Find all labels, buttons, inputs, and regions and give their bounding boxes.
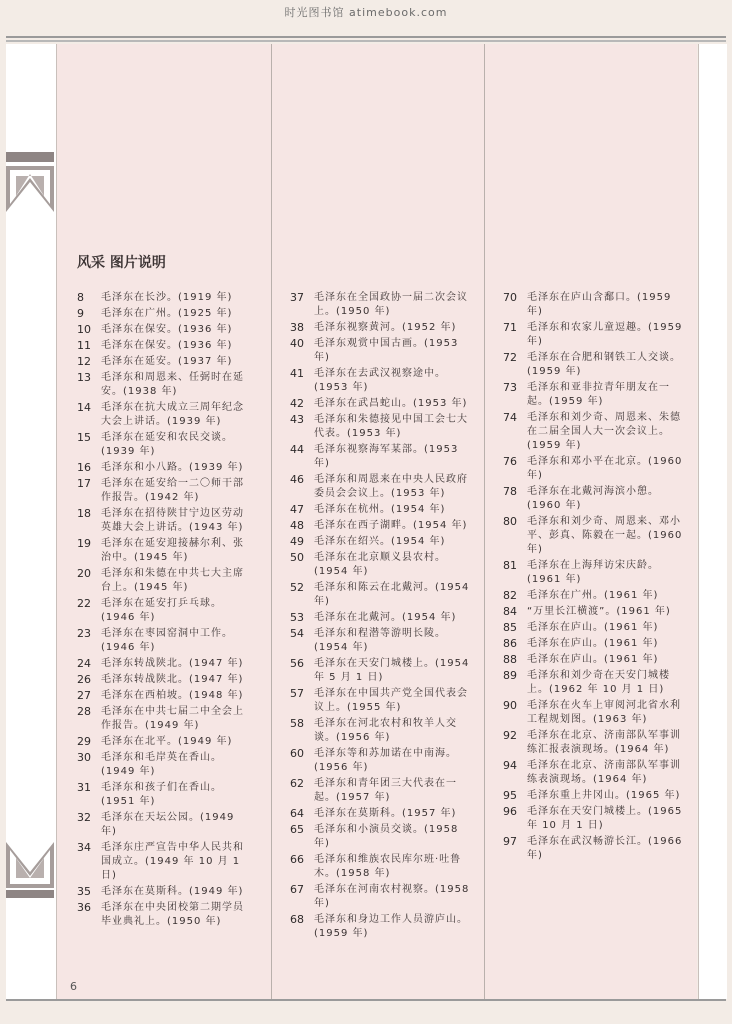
list-item: 32 毛泽东在天坛公园。(1949 年) bbox=[77, 811, 235, 837]
list-item: 30 毛泽东和毛岸英在香山。(1949 年) bbox=[77, 751, 222, 777]
list-item: 20 毛泽东和朱德在中共七大主席台上。(1945 年) bbox=[77, 567, 244, 593]
list-item: 10 毛泽东在保安。(1936 年) bbox=[77, 323, 233, 336]
section-heading: 风采 图片说明 bbox=[77, 255, 166, 271]
list-item: 26 毛泽东转战陕北。(1947 年) bbox=[77, 673, 244, 686]
list-item: 34 毛泽东庄严宣告中华人民共和国成立。(1949 年 10 月 1 日) bbox=[77, 841, 244, 881]
list-item: 49 毛泽东在绍兴。(1954 年) bbox=[290, 535, 446, 548]
list-item: 40 毛泽东观赏中国古画。(1953 年) bbox=[290, 337, 459, 363]
list-item: 96 毛泽东在天安门城楼上。(1965 年 10 月 1 日) bbox=[503, 805, 683, 831]
caption-column-3 bbox=[503, 291, 685, 865]
list-item: 64 毛泽东在莫斯科。(1957 年) bbox=[290, 807, 457, 820]
list-item: 35 毛泽东在莫斯科。(1949 年) bbox=[77, 885, 244, 898]
list-item: 12 毛泽东在延安。(1937 年) bbox=[77, 355, 233, 368]
list-item: 74 毛泽东和刘少奇、周恩来、朱德在二届全国人大一次会议上。(1959 年) bbox=[503, 411, 681, 451]
list-item: 67 毛泽东在河南农村视察。(1958 年) bbox=[290, 883, 470, 909]
list-item: 9 毛泽东在广州。(1925 年) bbox=[77, 307, 233, 320]
list-item: 52 毛泽东和陈云在北戴河。(1954 年) bbox=[290, 581, 470, 607]
list-item: 22 毛泽东在延安打乒乓球。(1946 年) bbox=[77, 597, 222, 623]
list-item: 41 毛泽东在去武汉视察途中。(1953 年) bbox=[290, 367, 446, 393]
list-item: 60 毛泽东等和苏加诺在中南海。(1956 年) bbox=[290, 747, 457, 773]
list-item: 18 毛泽东在招待陕甘宁边区劳动英雄大会上讲话。(1943 年) bbox=[77, 507, 244, 533]
list-item: 82 毛泽东在广州。(1961 年) bbox=[503, 589, 659, 602]
list-item: 16 毛泽东和小八路。(1939 年) bbox=[77, 461, 244, 474]
list-item: 29 毛泽东在北平。(1949 年) bbox=[77, 735, 233, 748]
column-divider bbox=[484, 44, 485, 999]
list-item: 31 毛泽东和孩子们在香山。(1951 年) bbox=[77, 781, 222, 807]
list-item: 92 毛泽东在北京、济南部队军事训练汇报表演现场。(1964 年) bbox=[503, 729, 681, 755]
watermark: 时光图书馆 atimebook.com bbox=[284, 6, 448, 19]
list-item: 86 毛泽东在庐山。(1961 年) bbox=[503, 637, 659, 650]
list-item: 47 毛泽东在杭州。(1954 年) bbox=[290, 503, 446, 516]
list-item: 65 毛泽东和小演员交谈。(1958 年) bbox=[290, 823, 459, 849]
list-item: 13 毛泽东和周恩来、任弼时在延安。(1938 年) bbox=[77, 371, 244, 397]
list-item: 37 毛泽东在全国政协一届二次会议上。(1950 年) bbox=[290, 291, 468, 317]
list-item: 36 毛泽东在中央团校第二期学员毕业典礼上。(1950 年) bbox=[77, 901, 244, 927]
list-item: 46 毛泽东和周恩来在中央人民政府委员会会议上。(1953 年) bbox=[290, 473, 468, 499]
list-item: 72 毛泽东在合肥和钢铁工人交谈。(1959 年) bbox=[503, 351, 681, 377]
list-item: 17 毛泽东在延安给一二〇师干部作报告。(1942 年) bbox=[77, 477, 244, 503]
list-item: 70 毛泽东在庐山含鄱口。(1959 年) bbox=[503, 291, 672, 317]
top-rule-secondary bbox=[6, 40, 726, 42]
column-divider bbox=[271, 44, 272, 999]
list-item: 68 毛泽东和身边工作人员游庐山。(1959 年) bbox=[290, 913, 468, 939]
list-item: 38 毛泽东视察黄河。(1952 年) bbox=[290, 321, 457, 334]
caption-column-1 bbox=[77, 291, 247, 931]
list-item: 43 毛泽东和朱德接见中国工会七大代表。(1953 年) bbox=[290, 413, 468, 439]
list-item: 27 毛泽东在西柏坡。(1948 年) bbox=[77, 689, 244, 702]
list-item: 19 毛泽东在延安迎接赫尔利、张治中。(1945 年) bbox=[77, 537, 244, 563]
list-item: 48 毛泽东在西子湖畔。(1954 年) bbox=[290, 519, 468, 532]
list-item: 24 毛泽东转战陕北。(1947 年) bbox=[77, 657, 244, 670]
list-item: 84 “万里长江横渡”。(1961 年) bbox=[503, 605, 671, 618]
list-item: 73 毛泽东和亚非拉青年朋友在一起。(1959 年) bbox=[503, 381, 670, 407]
list-item: 53 毛泽东在北戴河。(1954 年) bbox=[290, 611, 457, 624]
chevron-down-icon bbox=[6, 842, 54, 898]
list-item: 95 毛泽东重上井冈山。(1965 年) bbox=[503, 789, 681, 802]
chevron-up-icon bbox=[6, 152, 54, 212]
list-item: 88 毛泽东在庐山。(1961 年) bbox=[503, 653, 659, 666]
list-item: 14 毛泽东在抗大成立三周年纪念大会上讲话。(1939 年) bbox=[77, 401, 244, 427]
list-item: 28 毛泽东在中共七届二中全会上作报告。(1949 年) bbox=[77, 705, 244, 731]
list-item: 90 毛泽东在火车上审阅河北省水利工程规划图。(1963 年) bbox=[503, 699, 681, 725]
page-number: 6 bbox=[70, 980, 77, 993]
list-item: 23 毛泽东在枣园窑洞中工作。(1946 年) bbox=[77, 627, 233, 653]
list-item: 81 毛泽东在上海拜访宋庆龄。(1961 年) bbox=[503, 559, 659, 585]
list-item: 71 毛泽东和农家儿童逗趣。(1959 年) bbox=[503, 321, 683, 347]
list-item: 78 毛泽东在北戴河海滨小憩。(1960 年) bbox=[503, 485, 659, 511]
list-item: 8 毛泽东在长沙。(1919 年) bbox=[77, 291, 233, 304]
top-rule bbox=[6, 36, 726, 38]
list-item: 66 毛泽东和维族农民库尔班·吐鲁木。(1958 年) bbox=[290, 853, 462, 879]
list-item: 56 毛泽东在天安门城楼上。(1954 年 5 月 1 日) bbox=[290, 657, 470, 683]
bottom-rule bbox=[6, 999, 726, 1001]
list-item: 57 毛泽东在中国共产党全国代表会议上。(1955 年) bbox=[290, 687, 468, 713]
caption-column-2 bbox=[290, 291, 470, 943]
list-item: 11 毛泽东在保安。(1936 年) bbox=[77, 339, 233, 352]
right-margin-band bbox=[698, 44, 727, 999]
list-item: 50 毛泽东在北京顺义县农村。(1954 年) bbox=[290, 551, 446, 577]
list-item: 42 毛泽东在武昌蛇山。(1953 年) bbox=[290, 397, 468, 410]
list-item: 80 毛泽东和刘少奇、周恩来、邓小平、彭真、陈毅在一起。(1960 年) bbox=[503, 515, 683, 555]
list-item: 62 毛泽东和青年团三大代表在一起。(1957 年) bbox=[290, 777, 457, 803]
list-item: 58 毛泽东在河北农村和牧羊人交谈。(1956 年) bbox=[290, 717, 457, 743]
list-item: 85 毛泽东在庐山。(1961 年) bbox=[503, 621, 659, 634]
list-item: 54 毛泽东和程潜等游明长陵。(1954 年) bbox=[290, 627, 446, 653]
list-item: 94 毛泽东在北京、济南部队军事训练表演现场。(1964 年) bbox=[503, 759, 681, 785]
list-item: 44 毛泽东视察海军某部。(1953 年) bbox=[290, 443, 459, 469]
list-item: 15 毛泽东在延安和农民交谈。(1939 年) bbox=[77, 431, 233, 457]
list-item: 76 毛泽东和邓小平在北京。(1960 年) bbox=[503, 455, 683, 481]
list-item: 97 毛泽东在武汉畅游长江。(1966 年) bbox=[503, 835, 683, 861]
list-item: 89 毛泽东和刘少奇在天安门城楼上。(1962 年 10 月 1 日) bbox=[503, 669, 670, 695]
